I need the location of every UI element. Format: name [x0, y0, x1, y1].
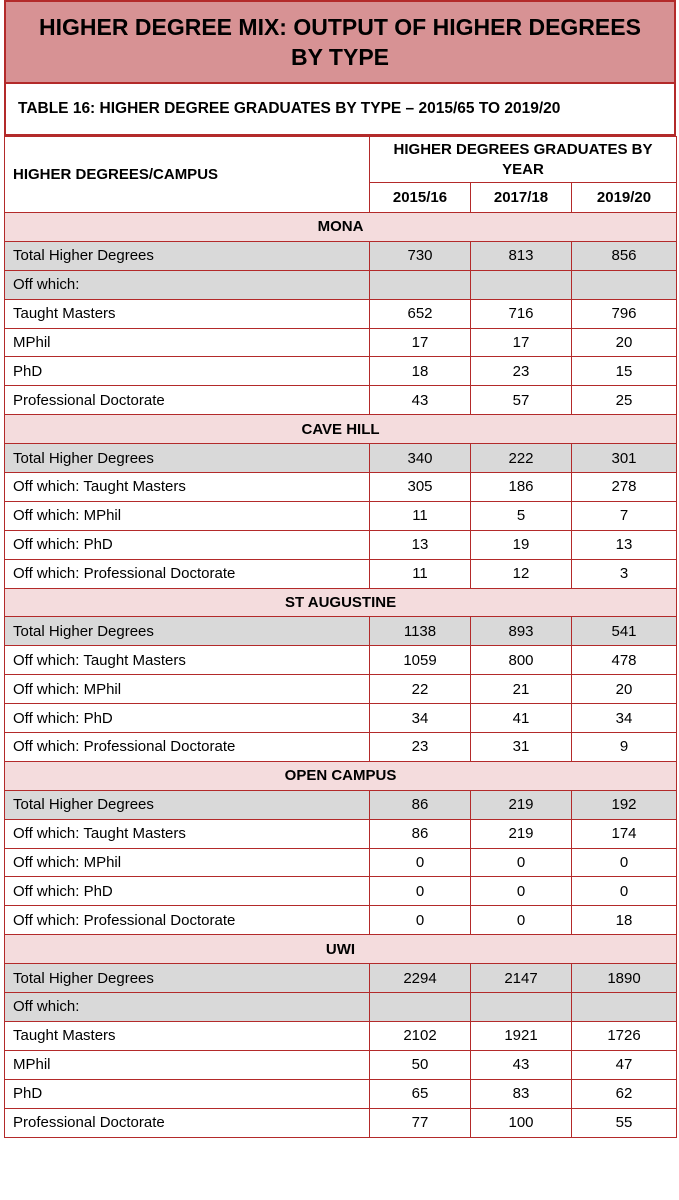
year-header: 2015/16 [370, 183, 471, 213]
table-row [5, 473, 677, 502]
value-cell: 18 [370, 357, 471, 386]
value-cell [471, 270, 572, 299]
table-row [5, 819, 677, 848]
section-row [5, 213, 677, 242]
value-cell: 55 [572, 1108, 677, 1137]
value-cell: 1138 [370, 617, 471, 646]
row-label: Off which: Taught Masters [5, 646, 370, 675]
value-cell: 34 [370, 704, 471, 733]
value-cell: 0 [370, 906, 471, 935]
value-cell: 716 [471, 299, 572, 328]
table-row [5, 328, 677, 357]
value-cell: 9 [572, 733, 677, 762]
table-row [5, 357, 677, 386]
value-cell: 186 [471, 473, 572, 502]
row-label: Off which: Professional Doctorate [5, 559, 370, 588]
value-cell: 0 [471, 906, 572, 935]
value-cell: 305 [370, 473, 471, 502]
value-cell: 3 [572, 559, 677, 588]
value-cell: 856 [572, 241, 677, 270]
value-cell: 57 [471, 386, 572, 415]
section-heading: CAVE HILL [5, 415, 677, 444]
table-title: TABLE 16: HIGHER DEGREE GRADUATES BY TYPE – 2015/65 TO 2019/20 [4, 84, 676, 136]
value-cell: 25 [572, 386, 677, 415]
section-heading: OPEN CAMPUS [5, 761, 677, 790]
table-row [5, 906, 677, 935]
value-cell: 62 [572, 1079, 677, 1108]
value-cell: 13 [370, 530, 471, 559]
value-cell: 21 [471, 675, 572, 704]
row-label: Total Higher Degrees [5, 241, 370, 270]
table-row [5, 270, 677, 299]
value-cell: 1726 [572, 1021, 677, 1050]
value-cell: 22 [370, 675, 471, 704]
value-cell: 1059 [370, 646, 471, 675]
value-cell: 100 [471, 1108, 572, 1137]
row-label: MPhil [5, 1050, 370, 1079]
value-cell: 2294 [370, 964, 471, 993]
table-row [5, 733, 677, 762]
value-cell: 12 [471, 559, 572, 588]
value-cell: 86 [370, 790, 471, 819]
row-label: Professional Doctorate [5, 1108, 370, 1137]
table-row [5, 1050, 677, 1079]
row-label: Total Higher Degrees [5, 617, 370, 646]
row-label: Off which: PhD [5, 530, 370, 559]
row-label: Off which: Taught Masters [5, 473, 370, 502]
row-label: Professional Doctorate [5, 386, 370, 415]
value-cell: 83 [471, 1079, 572, 1108]
row-label: Off which: Professional Doctorate [5, 906, 370, 935]
value-cell: 15 [572, 357, 677, 386]
table-row [5, 559, 677, 588]
table-row [5, 1079, 677, 1108]
row-label: PhD [5, 1079, 370, 1108]
table-row [5, 848, 677, 877]
row-label: Off which: PhD [5, 704, 370, 733]
value-cell: 13 [572, 530, 677, 559]
section-heading: MONA [5, 213, 677, 242]
table-row [5, 790, 677, 819]
value-cell: 800 [471, 646, 572, 675]
value-cell: 340 [370, 444, 471, 473]
value-cell: 0 [370, 848, 471, 877]
value-cell: 50 [370, 1050, 471, 1079]
row-label: MPhil [5, 328, 370, 357]
value-cell [572, 993, 677, 1022]
banner-title: HIGHER DEGREE MIX: OUTPUT OF HIGHER DEGREES BY TYPE [4, 0, 676, 84]
table-row [5, 386, 677, 415]
table-row [5, 964, 677, 993]
value-cell: 222 [471, 444, 572, 473]
table-row [5, 444, 677, 473]
value-cell: 5 [471, 501, 572, 530]
section-row [5, 415, 677, 444]
table-row [5, 530, 677, 559]
section-row [5, 761, 677, 790]
row-label: Off which: MPhil [5, 675, 370, 704]
row-label: Taught Masters [5, 1021, 370, 1050]
section-row [5, 935, 677, 964]
row-label: PhD [5, 357, 370, 386]
value-cell: 65 [370, 1079, 471, 1108]
row-label: Off which: [5, 270, 370, 299]
table-row [5, 704, 677, 733]
value-cell: 17 [471, 328, 572, 357]
table-row [5, 877, 677, 906]
value-cell: 0 [471, 877, 572, 906]
value-cell: 20 [572, 675, 677, 704]
table-row [5, 299, 677, 328]
row-label: Total Higher Degrees [5, 444, 370, 473]
document-page [4, 0, 676, 1138]
value-cell: 43 [370, 386, 471, 415]
value-cell: 192 [572, 790, 677, 819]
value-cell: 301 [572, 444, 677, 473]
value-cell: 47 [572, 1050, 677, 1079]
row-label: Total Higher Degrees [5, 964, 370, 993]
value-cell: 23 [370, 733, 471, 762]
value-cell: 2147 [471, 964, 572, 993]
value-cell: 31 [471, 733, 572, 762]
table-body [5, 213, 677, 1138]
row-label: Off which: MPhil [5, 848, 370, 877]
table-row [5, 241, 677, 270]
value-cell: 23 [471, 357, 572, 386]
table-row [5, 501, 677, 530]
value-cell [370, 993, 471, 1022]
value-cell: 813 [471, 241, 572, 270]
value-cell: 11 [370, 559, 471, 588]
value-cell [471, 993, 572, 1022]
year-header: 2017/18 [471, 183, 572, 213]
year-header: 2019/20 [572, 183, 677, 213]
row-label: Off which: [5, 993, 370, 1022]
value-cell: 41 [471, 704, 572, 733]
value-cell [572, 270, 677, 299]
row-label: Off which: Taught Masters [5, 819, 370, 848]
section-heading: ST AUGUSTINE [5, 588, 677, 617]
value-cell: 43 [471, 1050, 572, 1079]
value-cell: 86 [370, 819, 471, 848]
value-cell: 0 [572, 848, 677, 877]
value-cell: 174 [572, 819, 677, 848]
value-cell: 19 [471, 530, 572, 559]
value-cell: 278 [572, 473, 677, 502]
value-cell: 796 [572, 299, 677, 328]
year-group-header: HIGHER DEGREES GRADUATES BY YEAR [370, 137, 677, 183]
value-cell: 1921 [471, 1021, 572, 1050]
value-cell: 652 [370, 299, 471, 328]
row-label-header: HIGHER DEGREES/CAMPUS [5, 137, 370, 213]
row-label: Off which: Professional Doctorate [5, 733, 370, 762]
row-label: Total Higher Degrees [5, 790, 370, 819]
value-cell: 77 [370, 1108, 471, 1137]
value-cell: 478 [572, 646, 677, 675]
row-label: Off which: MPhil [5, 501, 370, 530]
table-row [5, 617, 677, 646]
value-cell: 34 [572, 704, 677, 733]
row-label: Taught Masters [5, 299, 370, 328]
row-label: Off which: PhD [5, 877, 370, 906]
value-cell: 11 [370, 501, 471, 530]
value-cell: 219 [471, 819, 572, 848]
value-cell: 219 [471, 790, 572, 819]
higher-degrees-table [4, 136, 677, 1138]
table-row [5, 1108, 677, 1137]
value-cell: 18 [572, 906, 677, 935]
table-row [5, 675, 677, 704]
value-cell: 20 [572, 328, 677, 357]
table-row [5, 646, 677, 675]
value-cell: 893 [471, 617, 572, 646]
value-cell: 7 [572, 501, 677, 530]
value-cell: 541 [572, 617, 677, 646]
table-row [5, 993, 677, 1022]
value-cell: 0 [370, 877, 471, 906]
value-cell: 0 [572, 877, 677, 906]
value-cell: 2102 [370, 1021, 471, 1050]
section-heading: UWI [5, 935, 677, 964]
value-cell: 17 [370, 328, 471, 357]
section-row [5, 588, 677, 617]
value-cell: 0 [471, 848, 572, 877]
value-cell [370, 270, 471, 299]
table-row [5, 1021, 677, 1050]
value-cell: 1890 [572, 964, 677, 993]
value-cell: 730 [370, 241, 471, 270]
